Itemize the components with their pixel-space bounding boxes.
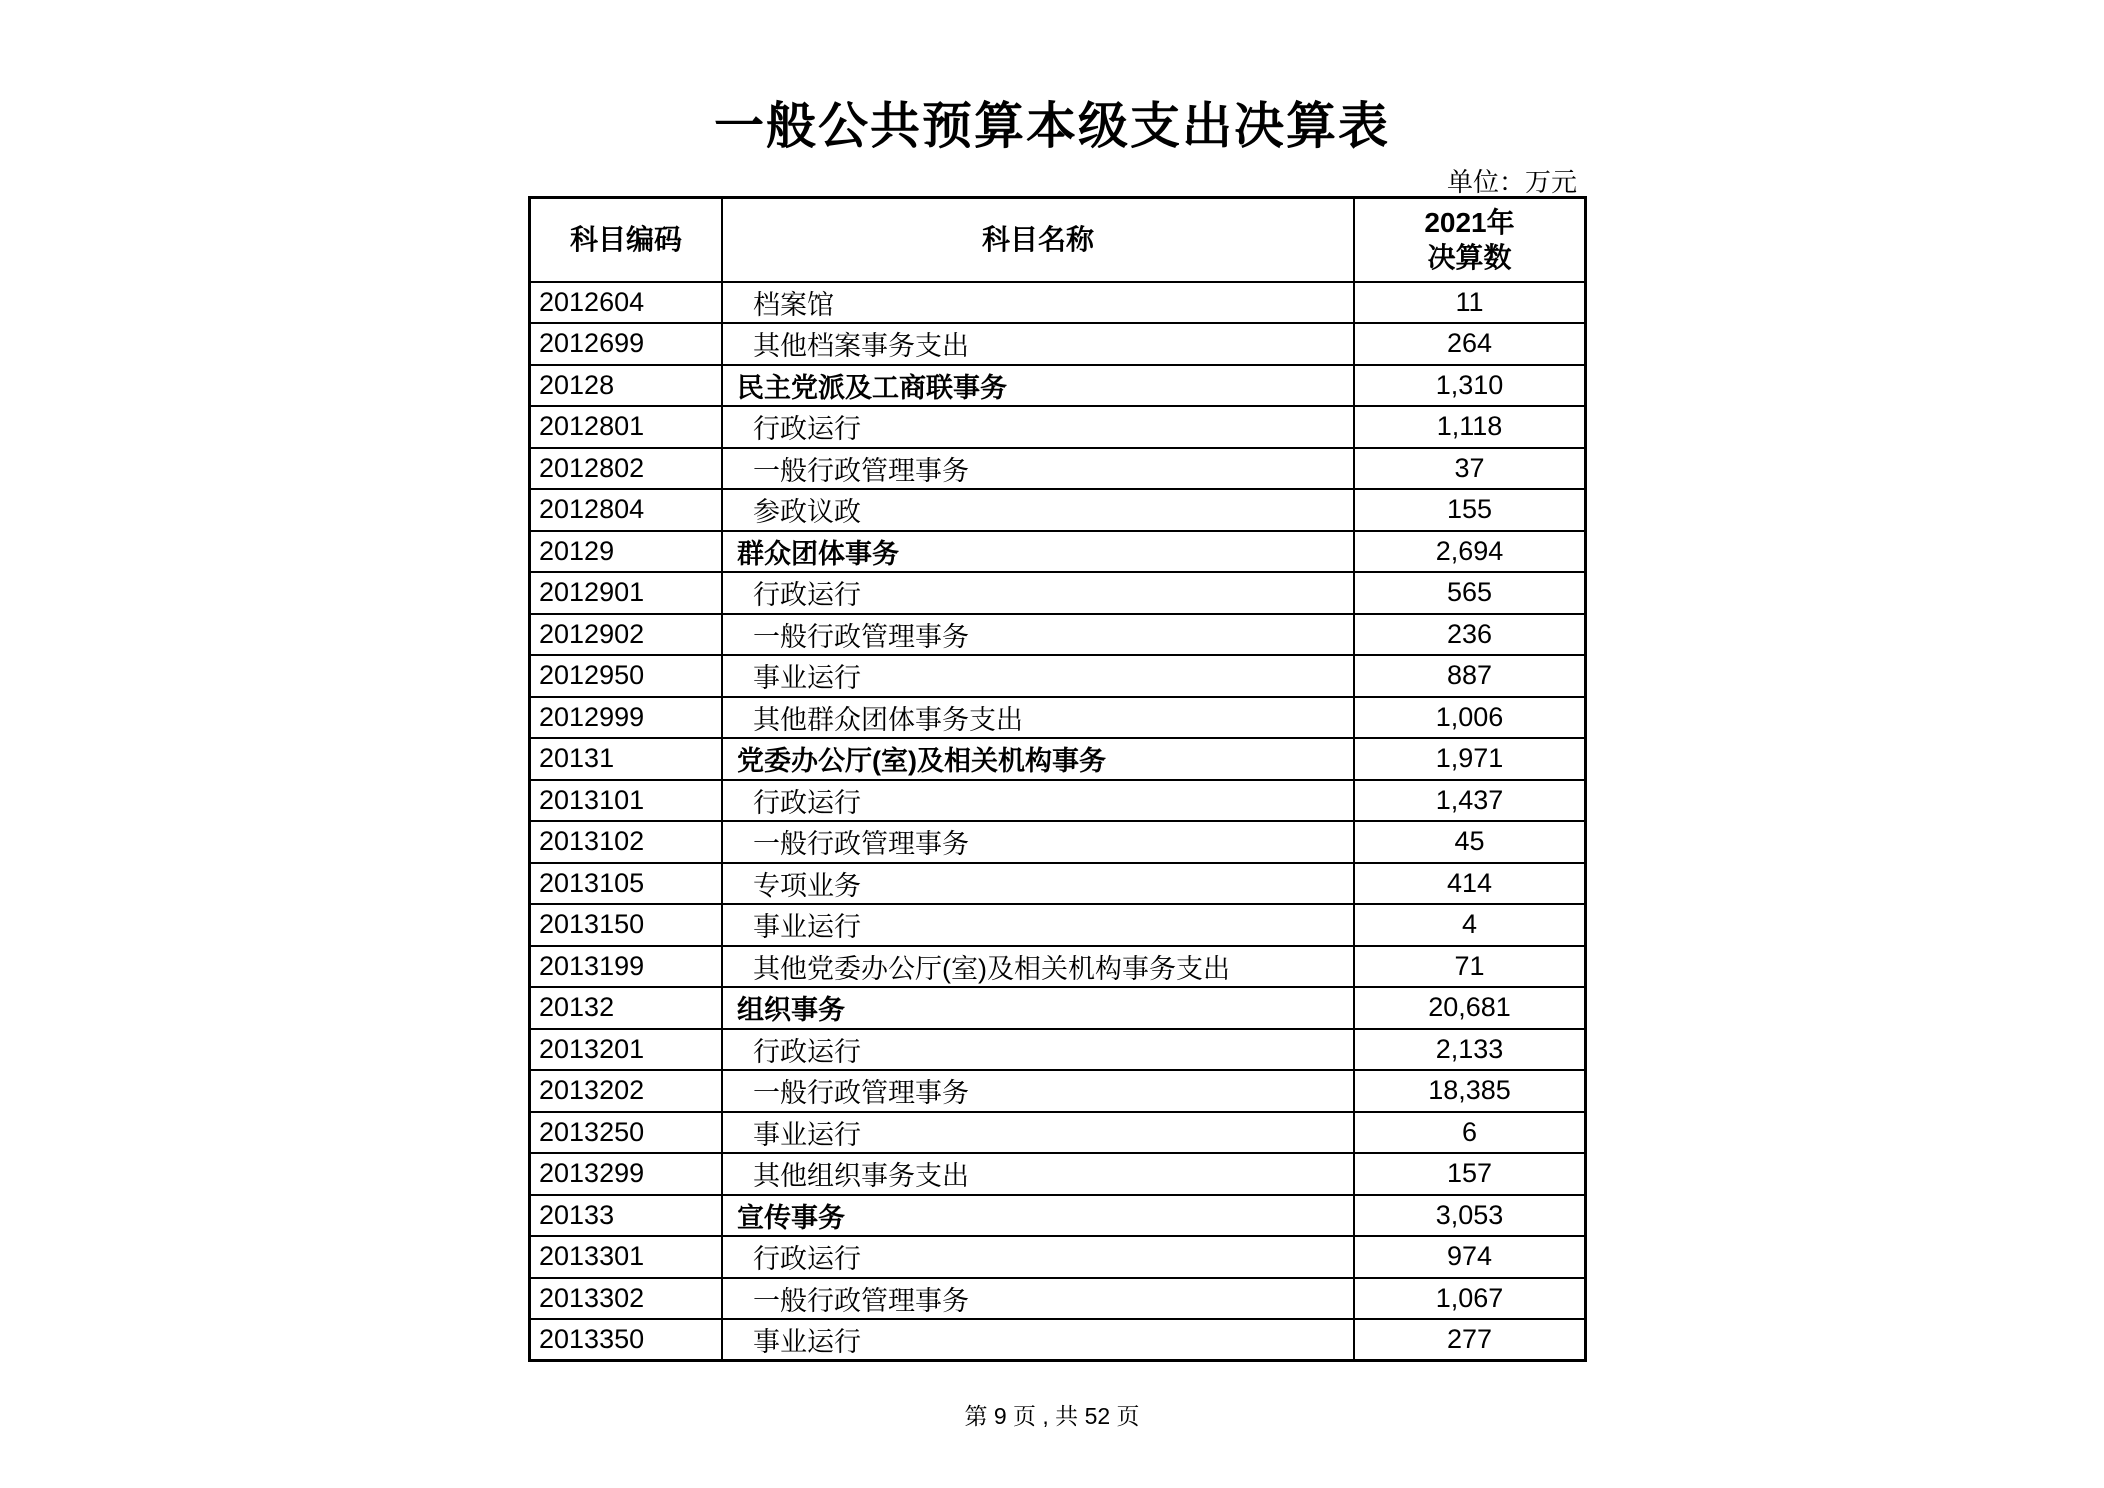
column-header-name: 科目名称 xyxy=(722,198,1354,282)
table-row xyxy=(530,448,1586,490)
name-cell: 行政运行 xyxy=(722,780,1354,822)
value-cell: 565 xyxy=(1354,572,1586,614)
code-cell: 20132 xyxy=(530,987,723,1029)
name-cell: 一般行政管理事务 xyxy=(722,1278,1354,1320)
code-cell: 2013302 xyxy=(530,1278,723,1320)
value-cell: 3,053 xyxy=(1354,1195,1586,1237)
column-header-value xyxy=(1354,198,1586,282)
name-cell: 群众团体事务 xyxy=(722,531,1354,573)
value-cell: 236 xyxy=(1354,614,1586,656)
table-row xyxy=(530,531,1586,573)
value-cell: 155 xyxy=(1354,489,1586,531)
table-row xyxy=(530,1112,1586,1154)
value-cell: 414 xyxy=(1354,863,1586,905)
name-cell: 专项业务 xyxy=(722,863,1354,905)
table-row xyxy=(530,780,1586,822)
table-row xyxy=(530,738,1586,780)
table-row xyxy=(530,1319,1586,1361)
value-cell: 1,310 xyxy=(1354,365,1586,407)
name-cell: 民主党派及工商联事务 xyxy=(722,365,1354,407)
code-cell: 2012804 xyxy=(530,489,723,531)
name-cell: 事业运行 xyxy=(722,1112,1354,1154)
name-cell: 事业运行 xyxy=(722,904,1354,946)
name-cell: 行政运行 xyxy=(722,1029,1354,1071)
header-row xyxy=(530,198,1586,282)
name-cell: 一般行政管理事务 xyxy=(722,821,1354,863)
name-cell: 参政议政 xyxy=(722,489,1354,531)
code-cell: 2013150 xyxy=(530,904,723,946)
code-cell: 20131 xyxy=(530,738,723,780)
name-cell: 一般行政管理事务 xyxy=(722,614,1354,656)
table-row xyxy=(530,987,1586,1029)
code-cell: 2013201 xyxy=(530,1029,723,1071)
value-cell: 20,681 xyxy=(1354,987,1586,1029)
table-row xyxy=(530,655,1586,697)
table-row xyxy=(530,1070,1586,1112)
table-row xyxy=(530,406,1586,448)
table-row xyxy=(530,863,1586,905)
name-cell: 一般行政管理事务 xyxy=(722,448,1354,490)
code-cell: 2013101 xyxy=(530,780,723,822)
value-cell: 1,971 xyxy=(1354,738,1586,780)
code-cell: 2012999 xyxy=(530,697,723,739)
table-row xyxy=(530,614,1586,656)
table-row xyxy=(530,946,1586,988)
budget-table xyxy=(528,196,1587,1362)
value-cell: 264 xyxy=(1354,323,1586,365)
page-title: 一般公共预算本级支出决算表 xyxy=(714,98,1390,154)
name-cell: 宣传事务 xyxy=(722,1195,1354,1237)
code-cell: 2012902 xyxy=(530,614,723,656)
name-cell: 其他组织事务支出 xyxy=(722,1153,1354,1195)
code-cell: 2013102 xyxy=(530,821,723,863)
name-cell: 行政运行 xyxy=(722,406,1354,448)
code-cell: 2013350 xyxy=(530,1319,723,1361)
table-row xyxy=(530,1278,1586,1320)
value-cell: 4 xyxy=(1354,904,1586,946)
code-cell: 2013299 xyxy=(530,1153,723,1195)
value-cell: 974 xyxy=(1354,1236,1586,1278)
value-cell: 887 xyxy=(1354,655,1586,697)
value-cell: 45 xyxy=(1354,821,1586,863)
table-header xyxy=(530,198,1586,282)
name-cell: 一般行政管理事务 xyxy=(722,1070,1354,1112)
name-cell: 其他档案事务支出 xyxy=(722,323,1354,365)
name-cell: 其他群众团体事务支出 xyxy=(722,697,1354,739)
column-header-code: 科目编码 xyxy=(530,198,723,282)
name-cell: 档案馆 xyxy=(722,282,1354,324)
table-row xyxy=(530,821,1586,863)
page-number: 第 9 页 , 共 52 页 xyxy=(964,1403,1140,1429)
table-row xyxy=(530,572,1586,614)
value-cell: 1,067 xyxy=(1354,1278,1586,1320)
value-cell: 277 xyxy=(1354,1319,1586,1361)
code-cell: 2013105 xyxy=(530,863,723,905)
code-cell: 2013199 xyxy=(530,946,723,988)
code-cell: 2012699 xyxy=(530,323,723,365)
table-row xyxy=(530,489,1586,531)
value-cell: 1,437 xyxy=(1354,780,1586,822)
value-cell: 18,385 xyxy=(1354,1070,1586,1112)
code-cell: 2013301 xyxy=(530,1236,723,1278)
code-cell: 20128 xyxy=(530,365,723,407)
table-row xyxy=(530,1236,1586,1278)
table-row xyxy=(530,697,1586,739)
name-cell: 其他党委办公厅(室)及相关机构事务支出 xyxy=(722,946,1354,988)
unit-label: 单位：万元 xyxy=(1446,167,1577,197)
code-cell: 2012604 xyxy=(530,282,723,324)
code-cell: 2012901 xyxy=(530,572,723,614)
code-cell: 2012802 xyxy=(530,448,723,490)
table-row xyxy=(530,1195,1586,1237)
code-cell: 2012801 xyxy=(530,406,723,448)
table-row xyxy=(530,282,1586,324)
name-cell: 事业运行 xyxy=(722,655,1354,697)
code-cell: 2012950 xyxy=(530,655,723,697)
table-row xyxy=(530,904,1586,946)
table-row xyxy=(530,365,1586,407)
table-row xyxy=(530,323,1586,365)
column-header-value-line2: 决算数 xyxy=(1427,241,1512,273)
code-cell: 20129 xyxy=(530,531,723,573)
value-cell: 2,694 xyxy=(1354,531,1586,573)
name-cell: 党委办公厅(室)及相关机构事务 xyxy=(722,738,1354,780)
table-body xyxy=(530,282,1586,1361)
code-cell: 2013250 xyxy=(530,1112,723,1154)
column-header-value-line1: 2021年 xyxy=(1424,206,1515,238)
name-cell: 组织事务 xyxy=(722,987,1354,1029)
code-cell: 20133 xyxy=(530,1195,723,1237)
name-cell: 行政运行 xyxy=(722,1236,1354,1278)
value-cell: 71 xyxy=(1354,946,1586,988)
value-cell: 6 xyxy=(1354,1112,1586,1154)
name-cell: 事业运行 xyxy=(722,1319,1354,1361)
table-row xyxy=(530,1153,1586,1195)
value-cell: 1,006 xyxy=(1354,697,1586,739)
name-cell: 行政运行 xyxy=(722,572,1354,614)
table-row xyxy=(530,1029,1586,1071)
value-cell: 2,133 xyxy=(1354,1029,1586,1071)
value-cell: 157 xyxy=(1354,1153,1586,1195)
value-cell: 11 xyxy=(1354,282,1586,324)
value-cell: 1,118 xyxy=(1354,406,1586,448)
code-cell: 2013202 xyxy=(530,1070,723,1112)
value-cell: 37 xyxy=(1354,448,1586,490)
